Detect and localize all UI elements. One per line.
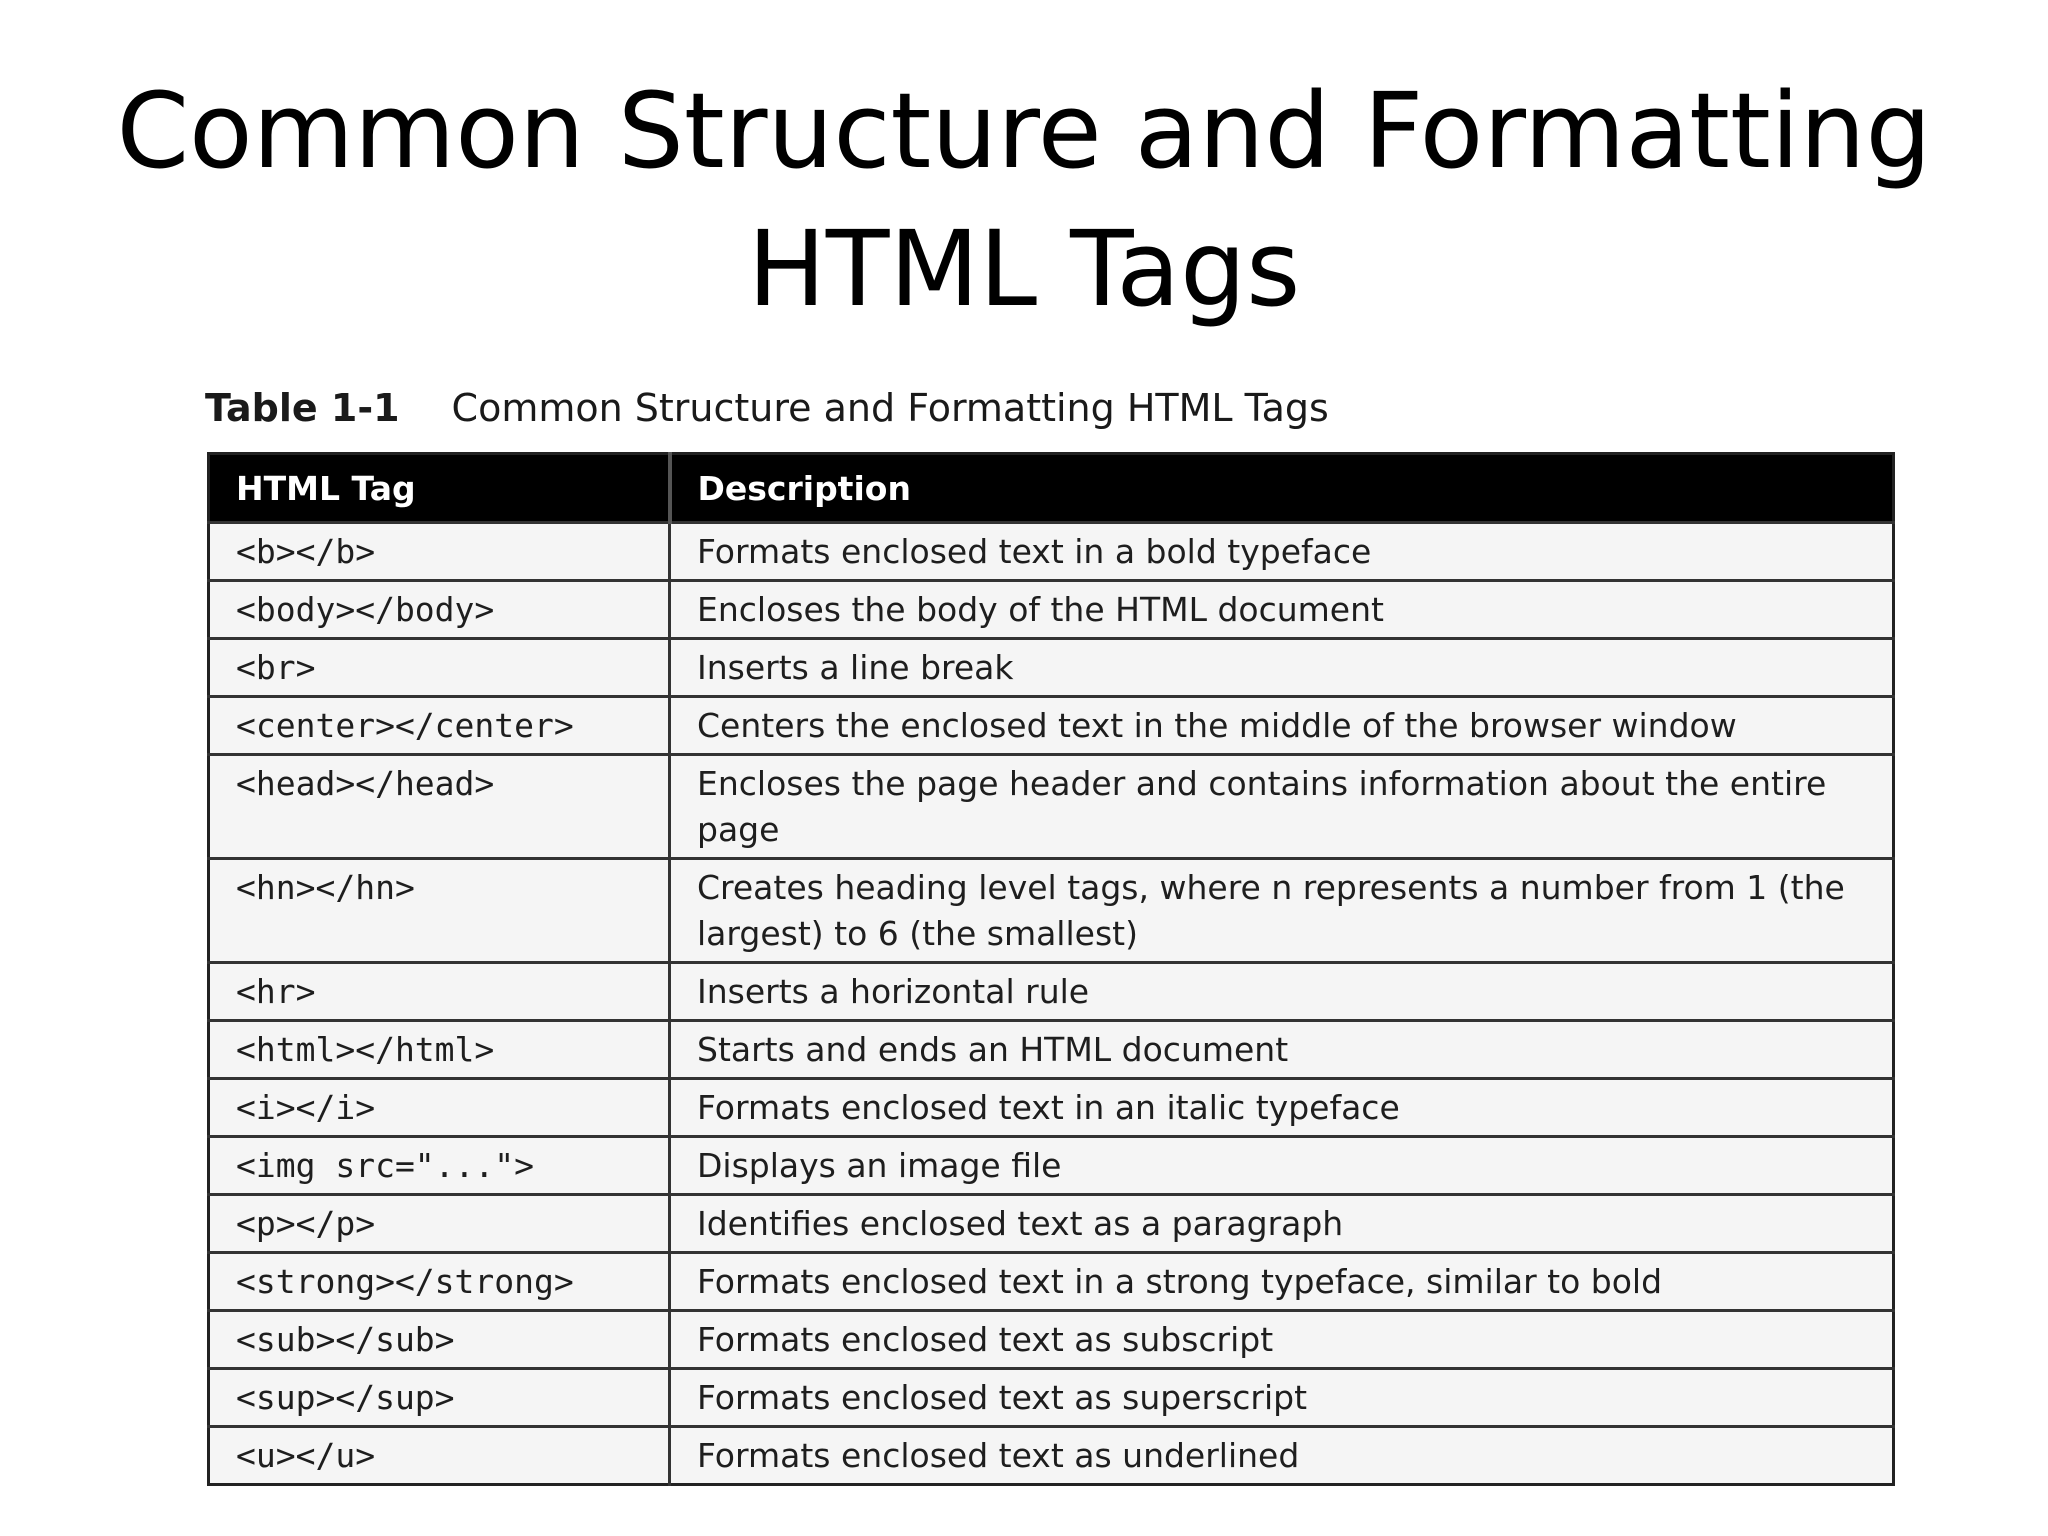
table-row [209, 523, 1894, 581]
table-row [209, 1369, 1894, 1427]
description-cell: Inserts a horizontal rule [670, 963, 1894, 1021]
table-caption [205, 386, 1329, 430]
description-cell: Starts and ends an HTML document [670, 1021, 1894, 1079]
table-row [209, 1021, 1894, 1079]
tag-cell: <u></u> [209, 1427, 670, 1485]
table-row [209, 1195, 1894, 1253]
tag-cell: <br> [209, 639, 670, 697]
tag-cell: <b></b> [209, 523, 670, 581]
description-cell: Formats enclosed text in a strong typeface, similar to bold [670, 1253, 1894, 1311]
table-row [209, 639, 1894, 697]
table-row [209, 581, 1894, 639]
description-cell: Formats enclosed text as subscript [670, 1311, 1894, 1369]
tag-cell: <body></body> [209, 581, 670, 639]
slide-title-line-1: Common Structure and Formatting [116, 70, 1932, 192]
description-cell: Creates heading level tags, where n represents a number from 1 (the largest) to 6 (the smallest) [670, 859, 1894, 963]
description-cell: Identifies enclosed text as a paragraph [670, 1195, 1894, 1253]
tag-cell: <hr> [209, 963, 670, 1021]
table-row [209, 1137, 1894, 1195]
tag-cell: <sub></sub> [209, 1311, 670, 1369]
html-tags-table [207, 452, 1895, 1486]
table-header-row [209, 454, 1894, 523]
description-cell: Formats enclosed text as superscript [670, 1369, 1894, 1427]
table-row [209, 1311, 1894, 1369]
table-row [209, 1253, 1894, 1311]
description-cell: Inserts a line break [670, 639, 1894, 697]
table-row [209, 1079, 1894, 1137]
tag-cell: <p></p> [209, 1195, 670, 1253]
description-cell: Displays an image file [670, 1137, 1894, 1195]
tag-cell: <center></center> [209, 697, 670, 755]
description-cell: Formats enclosed text in an italic typeface [670, 1079, 1894, 1137]
tag-cell: <head></head> [209, 755, 670, 859]
table-row [209, 963, 1894, 1021]
description-cell: Centers the enclosed text in the middle of the browser window [670, 697, 1894, 755]
slide-title-line-2: HTML Tags [747, 208, 1301, 330]
table-row [209, 859, 1894, 963]
tag-cell: <html></html> [209, 1021, 670, 1079]
description-cell: Formats enclosed text as underlined [670, 1427, 1894, 1485]
tag-cell: <img src="..."> [209, 1137, 670, 1195]
table-row [209, 1427, 1894, 1485]
description-cell: Encloses the page header and contains information about the entire page [670, 755, 1894, 859]
description-cell: Encloses the body of the HTML document [670, 581, 1894, 639]
table-row [209, 755, 1894, 859]
table-caption-text: Common Structure and Formatting HTML Tags [451, 386, 1329, 430]
column-header-html-tag: HTML Tag [209, 454, 670, 523]
tag-cell: <sup></sup> [209, 1369, 670, 1427]
table-row [209, 697, 1894, 755]
table-caption-label: Table 1-1 [205, 386, 400, 430]
tag-cell: <i></i> [209, 1079, 670, 1137]
slide-title [0, 62, 2048, 338]
tag-cell: <hn></hn> [209, 859, 670, 963]
tag-cell: <strong></strong> [209, 1253, 670, 1311]
description-cell: Formats enclosed text in a bold typeface [670, 523, 1894, 581]
column-header-description: Description [670, 454, 1894, 523]
